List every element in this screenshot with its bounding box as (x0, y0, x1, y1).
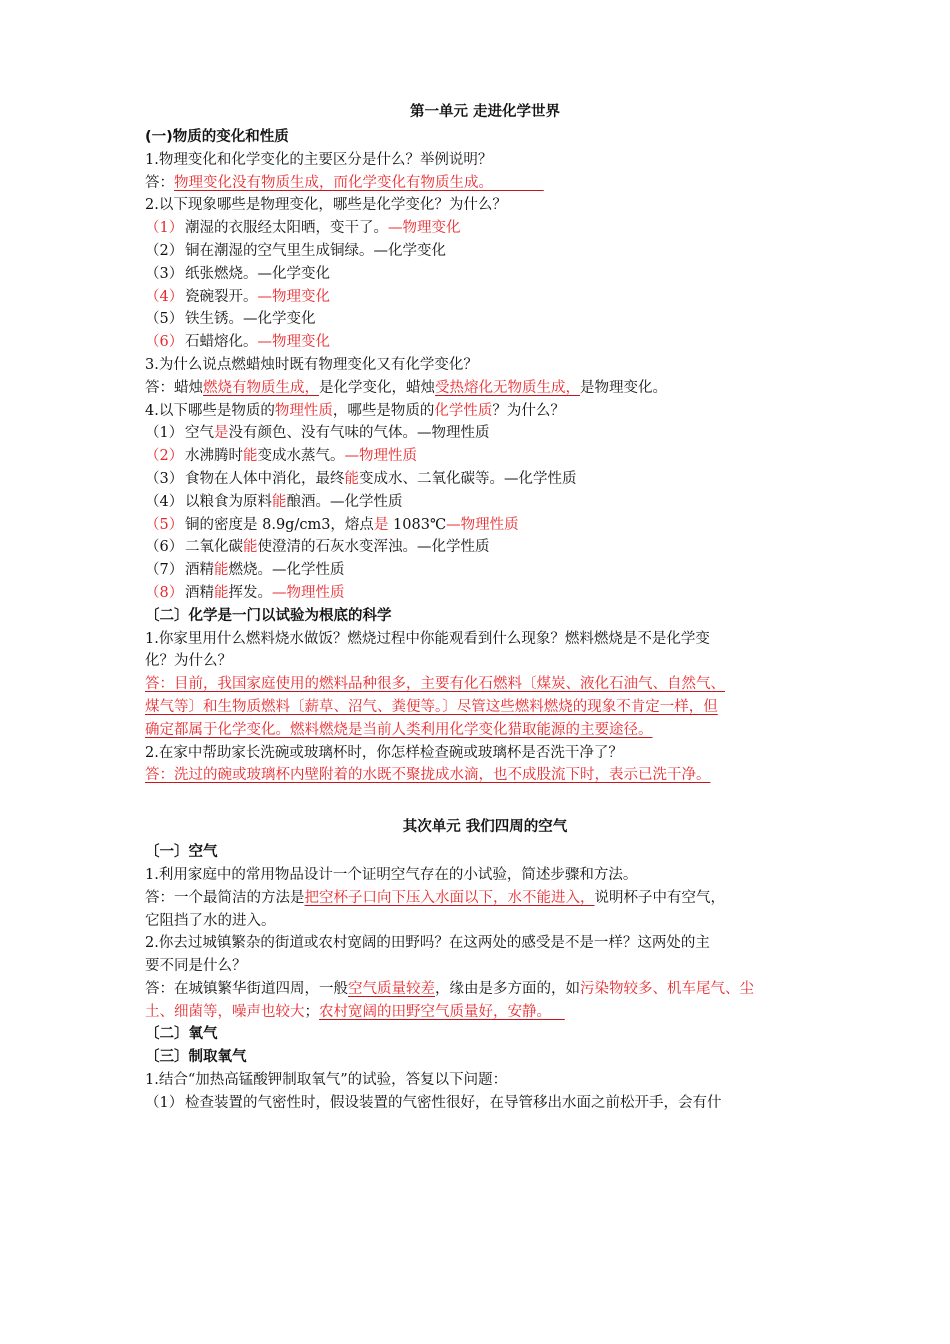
unit1-section2-title: 〔二〕化学是一门以试验为根底的科学 (145, 607, 392, 624)
list-item: （7） 酒精能燃烧。—化学性质 (145, 562, 345, 579)
list-item: （2） 水沸腾时能变成水蒸气。—物理性质 (145, 448, 417, 465)
answer-prefix: 答： (145, 174, 174, 191)
list-item: （1） 检查装置的气密性时，假设装置的气密性很好，在导管移出水面之前松开手，会有什 (145, 1094, 722, 1111)
answer: 确定都属于化学变化。燃料燃烧是当前人类利用化学变化猎取能源的主要途径。 (145, 721, 653, 738)
list-item: （5） 铁生锈。—化学变化 (145, 311, 316, 328)
question: 2.在家中帮助家长洗碗或玻璃杯时，你怎样检查碗或玻璃杯是否洗干净了？ (145, 744, 623, 761)
answer: 答：目前，我国家庭使用的燃料品种很多，主要有化石燃料〔煤炭、液化石油气、自然气、 (145, 676, 725, 693)
list-item: （4） 瓷碗裂开。—物理变化 (145, 288, 330, 305)
list-item: （3） 纸张燃烧。—化学变化 (145, 265, 330, 282)
question: 1.物理变化和化学变化的主要区分是什么？举例说明？ (145, 151, 493, 168)
answer: 答：在城镇繁华街道四周，一般空气质量较差，缘由是多方面的，如污染物较多、机车尾气、尘 (145, 980, 754, 997)
list-item: （6） 二氧化碳能使澄清的石灰水变浑浊。—化学性质 (145, 539, 490, 556)
answer: 答：一个最简洁的方法是把空杯子口向下压入水面以下，水不能进入，说明杯子中有空气， (145, 889, 725, 906)
list-item: （2） 铜在潮湿的空气里生成铜绿。—化学变化 (145, 242, 446, 259)
answer: 答：洗过的碗或玻璃杯内壁附着的水既不聚拢成水滴，也不成股流下时，表示已洗干净。 (145, 767, 711, 784)
unit2-section3-title: 〔三〕制取氧气 (145, 1049, 247, 1066)
answer (145, 172, 825, 195)
question: 1.利用家庭中的常用物品设计一个证明空气存在的小试验，简述步骤和方法。 (145, 866, 638, 883)
question: 4.以下哪些是物质的物理性质，哪些是物质的化学性质？为什么？ (145, 402, 565, 419)
unit2-section1-title: 〔一〕空气 (145, 844, 218, 861)
answer: 它阻挡了水的进入。 (145, 912, 276, 929)
list-item: （1） 空气是没有颜色、没有气味的气体。—物理性质 (145, 425, 490, 442)
unit2-title: 其次单元 我们四周的空气 (402, 819, 568, 836)
unit1-section1-title: (一)物质的变化和性质 (145, 129, 289, 145)
list-item: （8） 酒精能挥发。—物理性质 (145, 584, 345, 601)
question: 2.以下现象哪些是物理变化，哪些是化学变化？为什么？ (145, 197, 507, 214)
unit2-section2-title: 〔二〕氧气 (145, 1026, 218, 1043)
document-content (145, 98, 825, 1115)
answer: 煤气等〕和生物质燃料〔薪草、沼气、粪便等。〕尽管这些燃料燃烧的现象不肯定一样，但 (145, 698, 718, 715)
list-item: （3） 食物在人体中消化，最终能变成水、二氧化碳等。—化学性质 (145, 470, 577, 487)
list-item: （4） 以粮食为原料能酿酒。—化学性质 (145, 493, 403, 510)
answer: 土、细菌等，噪声也较大；农村宽阔的田野空气质量好，安静。 (145, 1003, 551, 1020)
phenomena-list (145, 217, 825, 354)
unit1-title: 第一单元 走进化学世界 (409, 104, 561, 120)
answer: 答：蜡烛燃烧有物质生成，是化学变化，蜡烛受热熔化无物质生成，是物理变化。 (145, 379, 667, 396)
question: 要不同是什么？ (145, 958, 247, 975)
question: 1.结合“加热高锰酸钾制取氧气”的试验，答复以下问题： (145, 1072, 508, 1089)
list-item: （6） 石蜡熔化。—物理变化 (145, 334, 330, 351)
question: 1.你家里用什么燃料烧水做饭？燃烧过程中你能观看到什么现象？燃料燃烧是不是化学变 (145, 630, 710, 647)
answer-text: 物理变化没有物质生成，而化学变化有物质生成。 (174, 174, 493, 191)
properties-list (145, 422, 825, 604)
question: 化？为什么？ (145, 653, 232, 670)
list-item: （5） 铜的密度是 8.9g/cm3，熔点是 1083℃—物理性质 (145, 516, 519, 533)
question: 2.你去过城镇繁杂的街道或农村宽阔的田野吗？在这两处的感受是不是一样？这两处的主 (145, 935, 710, 952)
list-item: （1） 潮湿的衣服经太阳晒，变干了。—物理变化 (145, 220, 461, 237)
question: 3.为什么说点燃蜡烛时既有物理变化又有化学变化？ (145, 356, 478, 373)
